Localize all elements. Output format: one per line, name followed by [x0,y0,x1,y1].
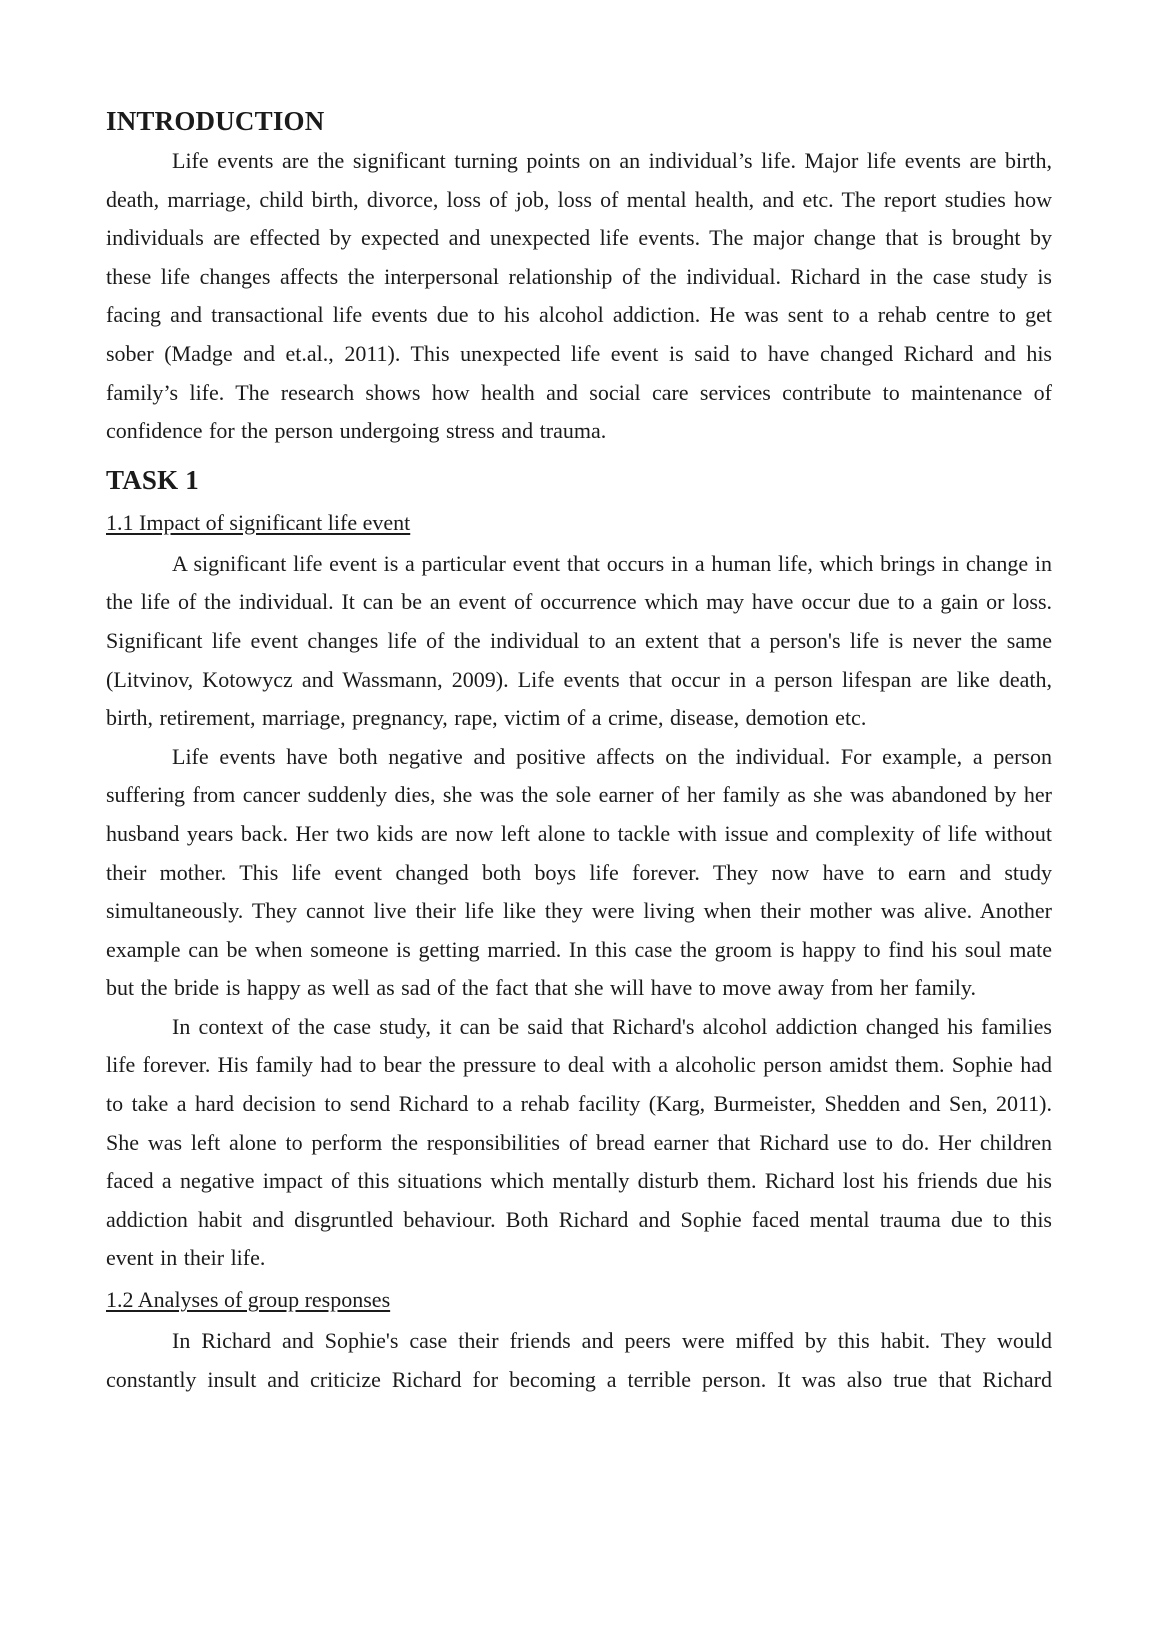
paragraph-group-responses: In Richard and Sophie's case their friends and peers were miffed by this habit. They would constantly insult and criticize Richard for becoming a terrible person. It was also true that Richard [106,1328,1052,1392]
section-heading-introduction: INTRODUCTION [106,106,325,136]
paragraph-introduction: Life events are the significant turning points on an individual’s life. Major life events are birth, death, marriage, child birth, divorce, loss of job, loss of mental health, and etc. The report studies how individuals are effected by expected and unexpected life events. The major change that is brought by these life changes affects the interpersonal relationship of the individual. Richard in the case study is facing and transactional life events due to his alcohol addiction. He was sent to a rehab centre to get sober (Madge and et.al., 2011). This unexpected life event is said to have changed Richard and his family’s life. The research shows how health and social care services contribute to maintenance of confidence for the person undergoing stress and trauma. [106,148,1052,444]
paragraph-significant-life-event: A significant life event is a particular event that occurs in a human life, which brings in change in the life of the individual. It can be an event of occurrence which may have occur due to a gain or loss. Significant life event changes life of the individual to an extent that a person's life is never the same (Litvinov, Kotowycz and Wassmann, 2009). Life events that occur in a person lifespan are like death, birth, retirement, marriage, pregnancy, rape, victim of a crime, disease, demotion etc. [106,550,1052,731]
paragraph-case-study-context: In context of the case study, it can be said that Richard's alcohol addiction changed his families life forever. His family had to bear the pressure to deal with a alcoholic person amidst them. Sophie had to take a hard decision to send Richard to a rehab facility (Karg, Burmeister, Shedden and Sen, 2011). She was left alone to perform the responsibilities of bread earner that Richard use to do. Her children faced a negative impact of this situations which mentally disturb them. Richard lost his friends due his addiction habit and disgruntled behaviour. Both Richard and Sophie faced mental trauma due to this event in their life. [106,1013,1052,1271]
section-heading-task-1: TASK 1 [106,464,199,495]
subheading-1-2-analyses: 1.2 Analyses of group responses [106,1287,391,1313]
subheading-1-1-impact: 1.1 Impact of significant life event [106,509,411,535]
paragraph-negative-positive-affects: Life events have both negative and positive affects on the individual. For example, a person suffering from cancer suddenly dies, she was the sole earner of her family as she was abandoned by her husband years back. Her two kids are now left alone to tackle with issue and complexity of life without their mother. This life event changed both boys life forever. They now have to earn and study simultaneously. They cannot live their life like they were living when their mother was alive. Another example can be when someone is getting married. In this case the groom is happy to find his soul mate but the bride is happy as well as sad of the fact that she will have to move away from her family. [106,743,1052,1001]
